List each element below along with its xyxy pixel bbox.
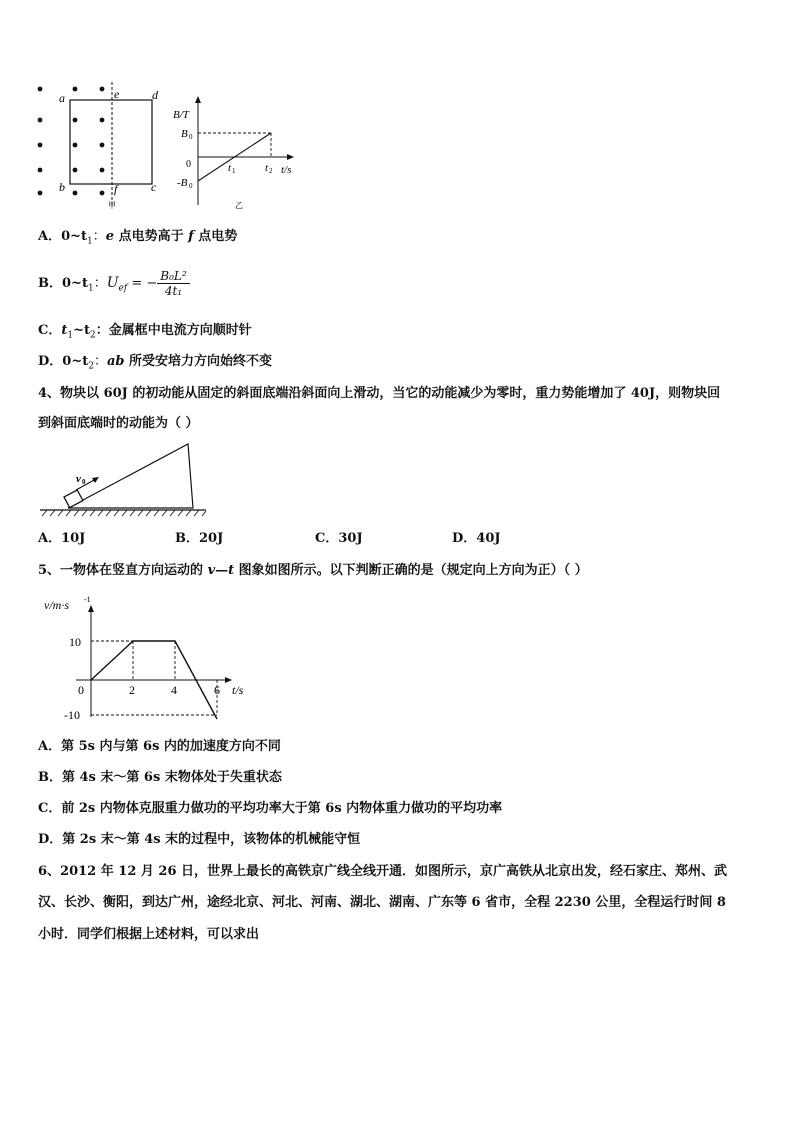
q3-c-range: t [61, 323, 68, 338]
q3-b-eq: = − [127, 276, 158, 291]
q3-option-b [38, 266, 190, 300]
q3-d-ab: ab [106, 354, 125, 369]
q3-d-letter: D． [38, 354, 63, 369]
block [64, 490, 83, 508]
q3-d-range-sub: 2 [88, 361, 94, 372]
t1-sub: 1 [232, 167, 236, 175]
x-axis-arrow [287, 154, 294, 160]
q6-stem-line2: 汉、长沙、衡阳，到达广州，途经北京、河北、河南、湖北、湖南、广东等 6 省市，全程 2230 公里，全程运行时间 8 [38, 895, 726, 910]
vt-y-label-sup: -1 [84, 595, 91, 604]
q3-c-sub2: 2 [90, 330, 96, 341]
q4-c-letter: C． [315, 531, 339, 546]
vt-tick-4: 4 [171, 683, 177, 697]
q5-option-a: A．第 5s 内与第 6s 内的加速度方向不同 [38, 739, 281, 754]
figure-incline [38, 440, 208, 522]
q3-b-range-sub: 1 [87, 283, 94, 294]
q4-a-value: 10J [61, 531, 86, 546]
t1-label: t [228, 162, 232, 174]
q5-stem-pre: 5、一物体在竖直方向运动的 [38, 563, 208, 578]
vt-tick-neg10: -10 [64, 708, 80, 722]
q5-option-c: C．前 2s 内物体克服重力做功的平均功率大于第 6s 内物体重力做功的平均功率 [38, 801, 503, 816]
q3-b-denominator: 4t₁ [164, 284, 183, 298]
y-axis-label: B/T [173, 109, 189, 121]
vt-y-axis-arrow [88, 605, 94, 612]
v0-sub: 0 [82, 478, 86, 486]
q4-d-value: 40J [476, 531, 501, 546]
t2-label: t [265, 162, 269, 174]
q3-b-fraction [157, 269, 189, 298]
q3-a-letter: A． [38, 229, 62, 244]
q4-stem-line1: 4、物块以 60J 的初动能从固定的斜面底端沿斜面向上滑动，当它的动能减少为零时，重力势能增加了 40J，则物块回 [38, 386, 721, 401]
q6-stem-line1: 6、2012 年 12 月 26 日，世界上最长的高铁京广线全线开通．如图所示，京广高铁从北京出发，经石家庄、郑州、武 [38, 864, 728, 879]
q3-a-text-b: 点电势高于 [114, 229, 189, 244]
q3-b-range: 0~t [62, 276, 88, 291]
vt-x-label: t/s [232, 683, 244, 697]
q3-a-colon: ： [92, 229, 106, 244]
q3-c-sub1: 1 [67, 330, 74, 341]
q3-c-letter: C． [38, 323, 62, 338]
caption-yi: 乙 [235, 201, 243, 210]
q4-option-c [315, 530, 363, 548]
vt-x-axis-arrow [225, 677, 232, 683]
q4-stem-line2: 到斜面底端时的动能为（ ） [38, 416, 199, 431]
y-axis-arrow [195, 96, 201, 103]
q3-c-text: ：金属框中电流方向顺时针 [95, 323, 252, 338]
q5-stem-post: 图象如图所示。以下判断正确的是（规定向上方向为正）（ ） [234, 563, 588, 578]
b-t-graph [173, 96, 294, 210]
caption-jia: 甲 [108, 201, 116, 210]
q3-b-colon: ： [93, 276, 107, 291]
q3-a-range: 0~t [61, 229, 88, 244]
q3-option-d [38, 353, 272, 376]
b0-label: B [181, 128, 188, 140]
vt-tick-10: 10 [69, 635, 81, 649]
q3-b-letter: B． [38, 276, 62, 291]
ground-hatch [42, 510, 206, 516]
incline-slope [68, 444, 193, 508]
q4-option-b [175, 530, 223, 548]
q4-b-letter: B． [175, 531, 199, 546]
q4-c-value: 30J [338, 531, 363, 546]
vt-graph [36, 595, 256, 725]
field-dots [38, 87, 105, 196]
q5-option-d: D．第 2s 末～第 4s 末的过程中，该物体的机械能守恒 [38, 832, 361, 847]
vt-tick-2: 2 [129, 683, 135, 697]
q4-d-letter: D． [452, 531, 477, 546]
origin-label: 0 [186, 159, 191, 170]
q5-stem [38, 562, 588, 580]
q3-option-c [38, 322, 252, 345]
label-c: c [151, 180, 157, 194]
q3-a-text-c: 点电势 [193, 229, 238, 244]
q3-d-text: 所受安培力方向始终不变 [124, 354, 273, 369]
b0-sub: 0 [189, 133, 193, 141]
figure-magnetic-frame [30, 78, 310, 213]
label-d: d [152, 88, 158, 102]
q3-option-a [38, 228, 237, 251]
q4-b-value: 20J [199, 531, 224, 546]
q3-a-e: e [105, 229, 115, 244]
vt-y-label: v/m·s [44, 598, 69, 612]
neg-b0-sub: 0 [189, 182, 193, 190]
neg-b0-label: -B [177, 177, 188, 189]
q3-c-tilde: ~t [73, 323, 91, 338]
label-f: f [114, 182, 118, 196]
q4-option-a [38, 530, 85, 548]
x-axis-label: t/s [281, 164, 292, 176]
q5-option-b: B．第 4s 末～第 6s 末物体处于失重状态 [38, 770, 282, 785]
q3-b-u-sub: ef [118, 283, 128, 294]
q4-a-letter: A． [38, 531, 62, 546]
vt-tick-0: 0 [78, 683, 84, 697]
q5-stem-vt: v—t [207, 563, 235, 578]
q3-a-f: f [188, 229, 194, 244]
label-b: b [59, 180, 65, 194]
t2-sub: 2 [269, 167, 273, 175]
v0-label: v [76, 473, 81, 485]
q3-a-range-sub: 1 [87, 236, 93, 247]
q3-d-colon: ： [93, 354, 107, 369]
q4-option-d [452, 530, 501, 548]
q6-stem-line3: 小时．同学们根据上述材料，可以求出 [38, 927, 260, 942]
q3-d-range: 0~t [62, 354, 89, 369]
vt-tick-6: 6 [214, 683, 220, 697]
q3-b-u: U [106, 275, 119, 291]
metal-frame [70, 100, 152, 184]
label-e: e [114, 87, 120, 101]
label-a: a [59, 91, 65, 105]
q3-b-numerator: B₀L² [157, 269, 189, 284]
